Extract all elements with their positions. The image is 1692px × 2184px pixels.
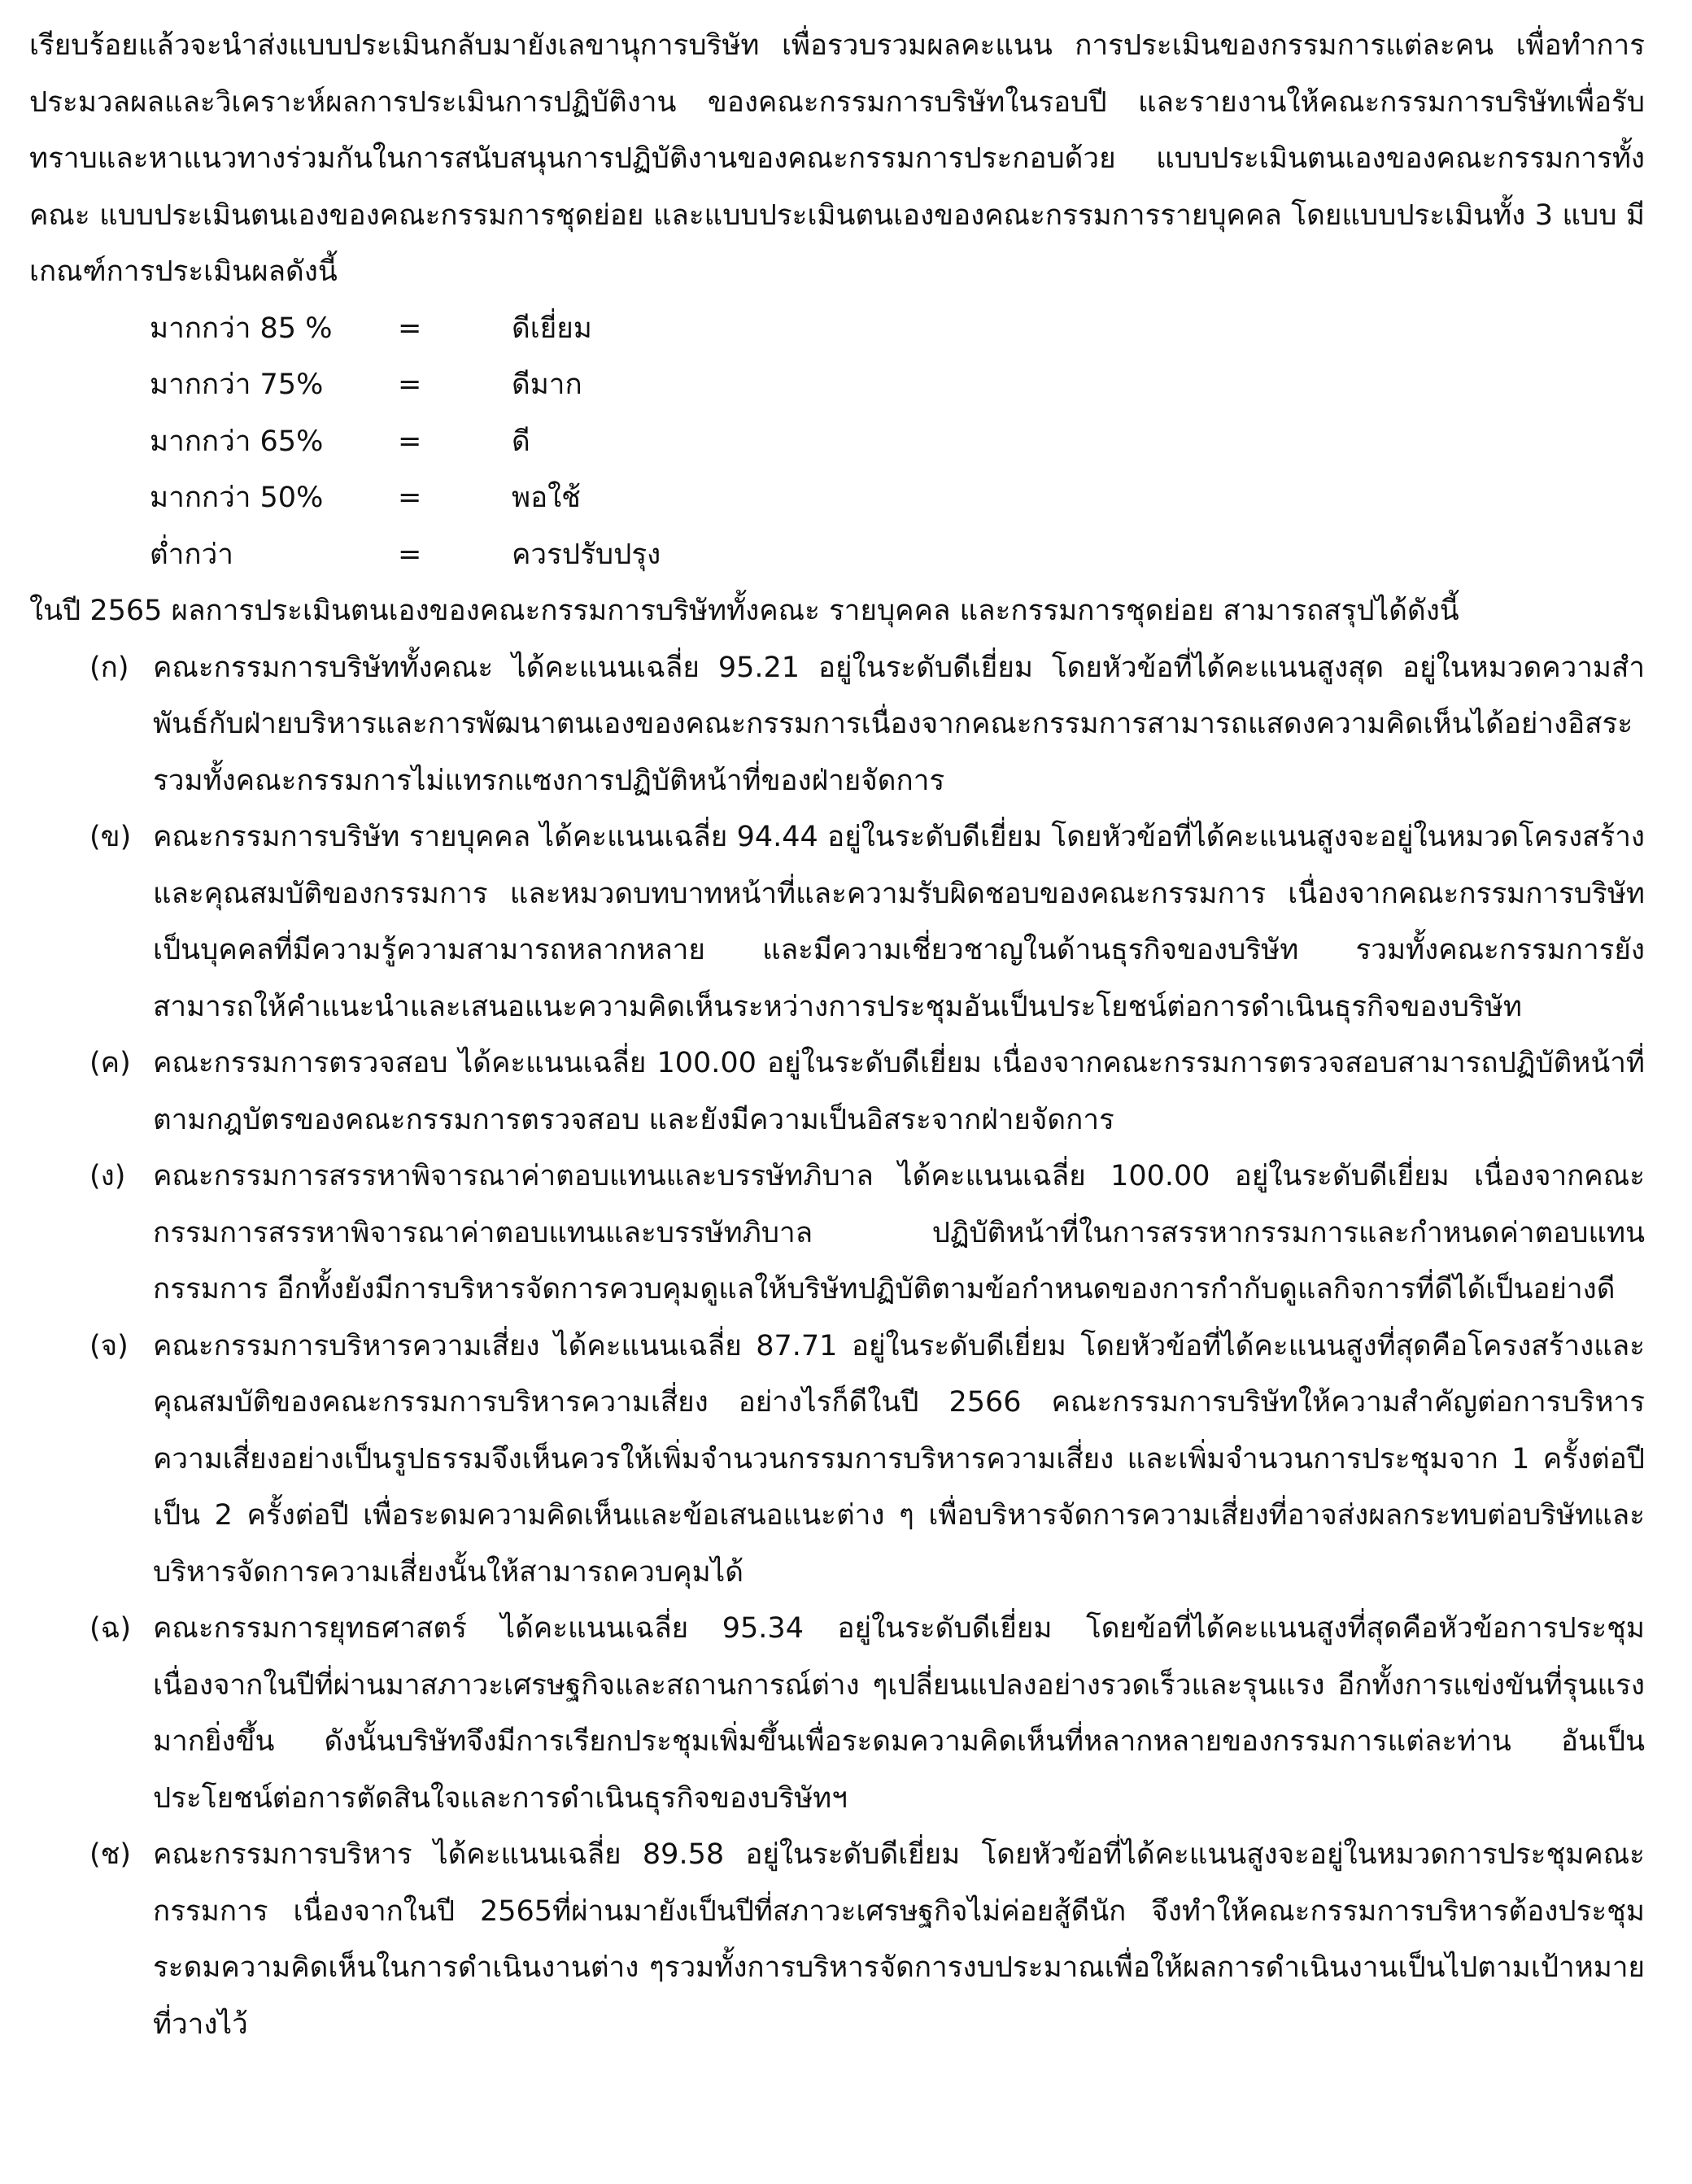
item-marker: (ค): [89, 1047, 131, 1079]
list-item: [89, 1149, 1645, 1319]
item-text: คณะกรรมการบริษัท รายบุคคล ได้คะแนนเฉลี่ย 94.44 อยู่ในระดับดีเยี่ยม โดยหัวข้อที่ได้คะแนนสูงจะอยู่ในหมวดโครงสร้างและคุณสมบัติของกรรมการ และหมวดบทบาทหน้าที่และความรับผิดชอบของคณะกรรมการ เนื่องจากคณะกรรมการบริษัทเป็นบุคคลที่มีความรู้ความสามารถหลากหลาย และมีความเชี่ยวชาญในด้านธุรกิจของบริษัท รวมทั้งคณะกรรมการยังสามารถให้คำแนะนำและเสนอแนะความคิดเห็นระหว่างการประชุมอันเป็นประโยชน์ต่อการดำเนินธุรกิจของบริษัท: [153, 821, 1645, 1023]
criteria-condition: มากกว่า 50%: [150, 482, 324, 514]
criteria-equals: =: [398, 538, 422, 571]
criteria-equals: =: [398, 425, 422, 458]
list-item: [89, 1601, 1645, 1827]
item-marker: (ช): [89, 1838, 132, 1871]
criteria-level: พอใช้: [512, 482, 581, 514]
item-marker: (ก): [89, 651, 129, 684]
item-text: คณะกรรมการบริษัททั้งคณะ ได้คะแนนเฉลี่ย 95.21 อยู่ในระดับดีเยี่ยม โดยหัวข้อที่ได้คะแนนสูงสุด อยู่ในหมวดความสำพันธ์กับฝ่ายบริหารและการพัฒนาตนเองของคณะกรรมการเนื่องจากคณะกรรมการสามารถแสดงความคิดเห็นได้อย่างอิสระรวมทั้งคณะกรรมการไม่แทรกแซงการปฏิบัติหน้าที่ของฝ่ายจัดการ: [153, 651, 1645, 797]
list-item: [89, 640, 1645, 810]
list-item: [89, 1319, 1645, 1602]
criteria-level: ดี: [512, 425, 530, 458]
criteria-condition: มากกว่า 85 %: [150, 312, 333, 345]
item-text: คณะกรรมการบริหารความเสี่ยง ได้คะแนนเฉลี่ย 87.71 อยู่ในระดับดีเยี่ยม โดยหัวข้อที่ได้คะแนนสูงที่สุดคือโครงสร้างและคุณสมบัติของคณะกรรมการบริหารความเสี่ยง อย่างไรก็ดีในปี 2566 คณะกรรมการบริษัทให้ความสำคัญต่อการบริหารความเสี่ยงอย่างเป็นรูปธรรมจึงเห็นควรให้เพิ่มจำนวนกรรมการบริหารความเสี่ยง และเพิ่มจำนวนการประชุมจาก 1 ครั้งต่อปี เป็น 2 ครั้งต่อปี เพื่อระดมความคิดเห็นและข้อเสนอแนะต่าง ๆ เพื่อบริหารจัดการความเสี่ยงที่อาจส่งผลกระทบต่อบริษัทและบริหารจัดการความเสี่ยงนั้นให้สามารถควบคุมได้: [153, 1329, 1645, 1589]
intro-paragraph: เรียบร้อยแล้วจะนำส่งแบบประเมินกลับมายังเลขานุการบริษัท เพื่อรวบรวมผลคะแนน การประเมินของกรรมการแต่ละคน เพื่อทำการประมวลผลและวิเคราะห์ผลการประเมินการปฏิบัติงาน ของคณะกรรมการบริษัทในรอบปี และรายงานให้คณะกรรมการบริษัทเพื่อรับทราบและหาแนวทางร่วมกันในการสนับสนุนการปฏิบัติงานของคณะกรรมการประกอบด้วย แบบประเมินตนเองของคณะกรรมการทั้งคณะ แบบประเมินตนเองของคณะกรรมการชุดย่อย และแบบประเมินตนเองของคณะกรรมการรายบุคคล โดยแบบประเมินทั้ง 3 แบบ มีเกณฑ์การประเมินผลดังนี้: [29, 29, 1645, 288]
item-text: คณะกรรมการสรรหาพิจารณาค่าตอบแทนและบรรษัทภิบาล ได้คะแนนเฉลี่ย 100.00 อยู่ในระดับดีเยี่ยม เนื่องจากคณะกรรมการสรรหาพิจารณาค่าตอบแทนและบรรษัทภิบาล ปฏิบัติหน้าที่ในการสรรหากรรมการและกำหนดค่าตอบแทนกรรมการ อีกทั้งยังมีการบริหารจัดการควบคุมดูแลให้บริษัทปฏิบัติตามข้อกำหนดของการกำกับดูแลกิจการที่ดีได้เป็นอย่างดี: [153, 1160, 1645, 1306]
criteria-equals: =: [398, 368, 422, 401]
criteria-level: ควรปรับปรุง: [512, 538, 661, 571]
criteria-level: ดีมาก: [512, 368, 582, 401]
item-marker: (จ): [89, 1329, 129, 1362]
criteria-level: ดีเยี่ยม: [512, 312, 592, 345]
item-marker: (ฉ): [89, 1612, 132, 1645]
item-text: คณะกรรมการบริหาร ได้คะแนนเฉลี่ย 89.58 อยู่ในระดับดีเยี่ยม โดยหัวข้อที่ได้คะแนนสูงจะอยู่ในหมวดการประชุมคณะกรรมการ เนื่องจากในปี 2565ที่ผ่านมายังเป็นปีที่สภาวะเศรษฐกิจไม่ค่อยสู้ดีนัก จึงทำให้คณะกรรมการบริหารต้องประชุมระดมความคิดเห็นในการดำเนินงานต่าง ๆรวมทั้งการบริหารจัดการงบประมาณเพื่อให้ผลการดำเนินงานเป็นไปตามเป้าหมายที่วางไว้: [153, 1838, 1645, 2041]
list-item: [89, 1827, 1645, 2053]
criteria-row: [150, 301, 1645, 358]
criteria-row: [150, 527, 1645, 584]
criteria-equals: =: [398, 482, 422, 514]
list-item: [89, 1035, 1645, 1149]
evaluation-criteria-list: [150, 301, 1645, 584]
item-marker: (ง): [89, 1160, 126, 1192]
item-text: คณะกรรมการตรวจสอบ ได้คะแนนเฉลี่ย 100.00 อยู่ในระดับดีเยี่ยม เนื่องจากคณะกรรมการตรวจสอบสามารถปฏิบัติหน้าที่ตามกฎบัตรของคณะกรรมการตรวจสอบ และยังมีความเป็นอิสระจากฝ่ายจัดการ: [153, 1047, 1645, 1136]
criteria-row: [150, 470, 1645, 527]
criteria-condition: มากกว่า 65%: [150, 425, 324, 458]
criteria-row: [150, 357, 1645, 414]
criteria-condition: มากกว่า 75%: [150, 368, 324, 401]
committee-results-list: [29, 640, 1645, 2054]
summary-intro: ในปี 2565 ผลการประเมินตนเองของคณะกรรมการบริษัททั้งคณะ รายบุคคล และกรรมการชุดย่อย สามารถสรุปได้ดังนี้: [29, 595, 1459, 627]
item-marker: (ข): [89, 821, 132, 853]
criteria-row: [150, 414, 1645, 471]
list-item: [89, 809, 1645, 1035]
item-text: คณะกรรมการยุทธศาสตร์ ได้คะแนนเฉลี่ย 95.34 อยู่ในระดับดีเยี่ยม โดยข้อที่ได้คะแนนสูงที่สุดคือหัวข้อการประชุมเนื่องจากในปีที่ผ่านมาสภาวะเศรษฐกิจและสถานการณ์ต่าง ๆเปลี่ยนแปลงอย่างรวดเร็วและรุนแรง อีกทั้งการแข่งขันที่รุนแรงมากยิ่งขึ้น ดังนั้นบริษัทจึงมีการเรียกประชุมเพิ่มขึ้นเพื่อระดมความคิดเห็นที่หลากหลายของกรรมการแต่ละท่าน อันเป็นประโยชน์ต่อการตัดสินใจและการดำเนินธุรกิจของบริษัทฯ: [153, 1612, 1645, 1815]
criteria-condition: ต่ำกว่า: [150, 538, 233, 571]
criteria-equals: =: [398, 312, 422, 345]
